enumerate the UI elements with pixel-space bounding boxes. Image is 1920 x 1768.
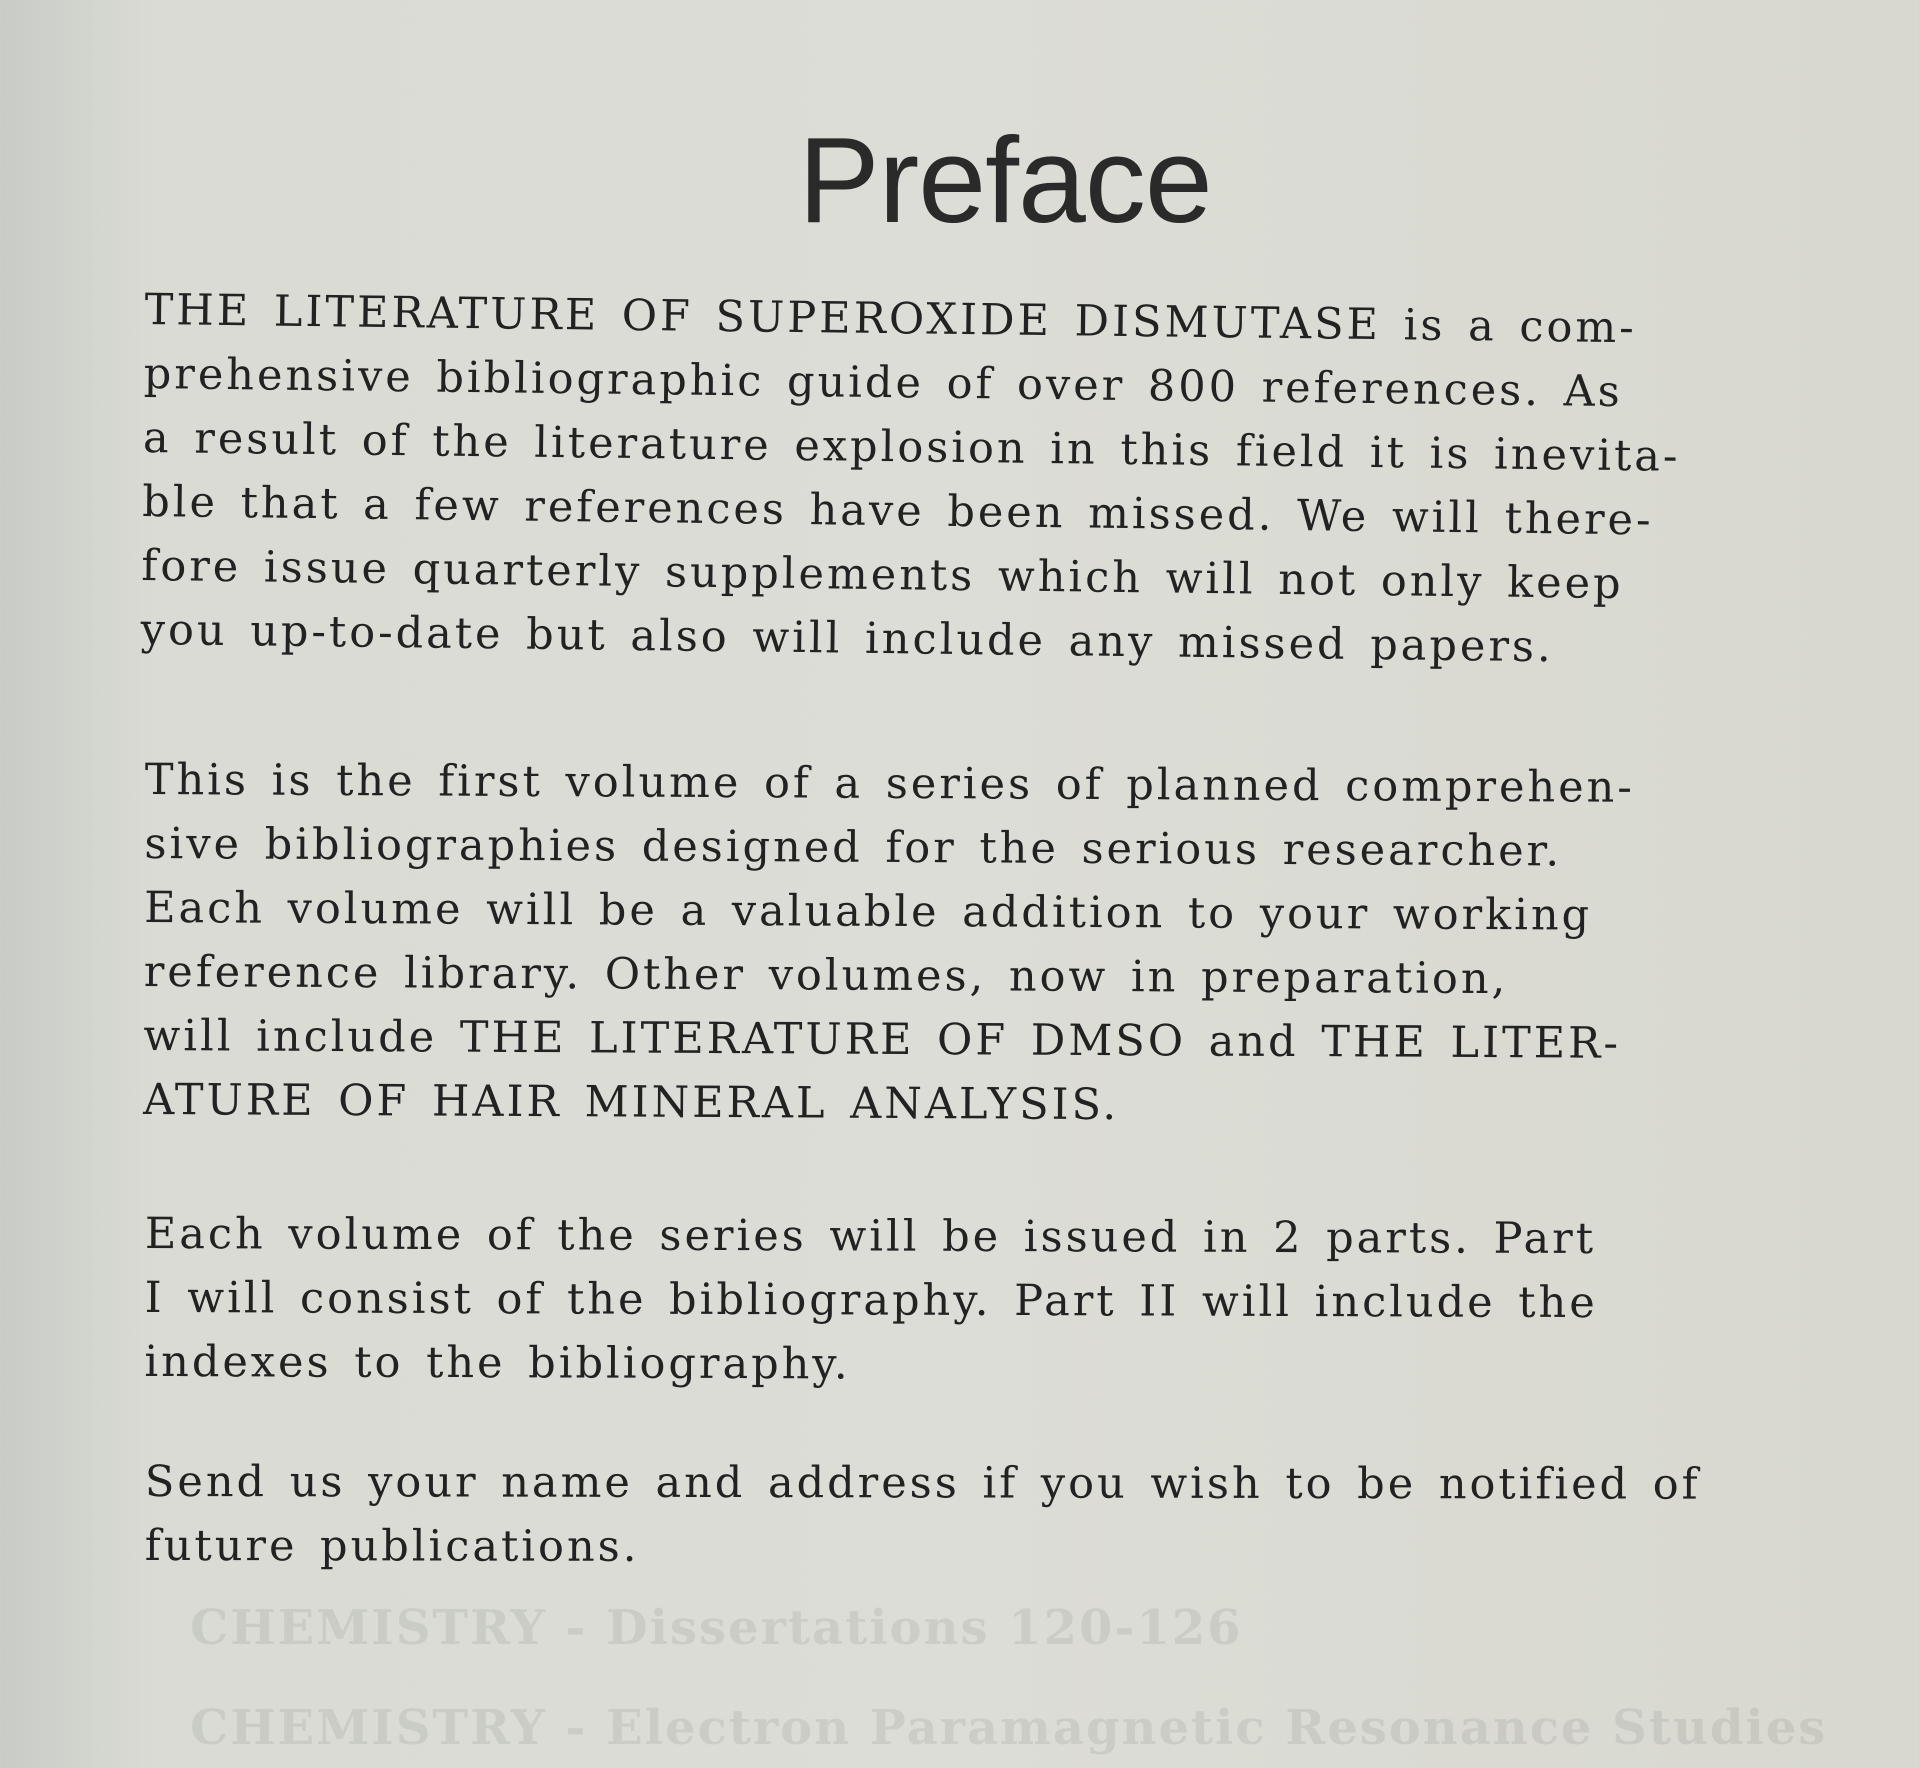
paragraph-notify xyxy=(145,1450,1835,1581)
paragraph-intro xyxy=(140,278,1835,683)
text-line: Each volume will be a valuable addition to your working xyxy=(144,882,1593,941)
text-line: THE LITERATURE OF SUPEROXIDE DISMUTASE is a com- xyxy=(144,284,1638,354)
text-line: a result of the literature explosion in this field it is inevita- xyxy=(142,412,1681,482)
text-line: sive bibliographies designed for the serious researcher. xyxy=(144,818,1563,877)
text-line: will include THE LITERATURE OF DMSO and THE LITER- xyxy=(143,1010,1622,1069)
text-line: you up-to-date but also will include any missed papers. xyxy=(140,604,1555,673)
paragraph-series xyxy=(143,748,1835,1141)
text-line: Send us your name and address if you wish to be notified of xyxy=(144,1457,1701,1510)
text-line: reference library. Other volumes, now in preparation, xyxy=(143,946,1509,1005)
text-line: ATURE OF HAIR MINERAL ANALYSIS. xyxy=(143,1074,1120,1131)
paragraph-parts xyxy=(144,1202,1835,1400)
text-line: This is the first volume of a series of planned comprehen- xyxy=(144,754,1635,813)
text-line: ble that a few references have been missed. We will there- xyxy=(141,476,1654,546)
text-line: I will consist of the bibliography. Part II will include the xyxy=(144,1272,1598,1329)
page-title: Preface xyxy=(798,112,1212,248)
show-through-text-1: CHEMISTRY - Dissertations 120-126 xyxy=(190,1600,1243,1656)
text-line: fore issue quarterly supplements which will not only keep xyxy=(141,540,1624,610)
show-through-text-2: CHEMISTRY - Electron Paramagnetic Resonance Studies xyxy=(190,1700,1828,1756)
text-line: Each volume of the series will be issued in 2 parts. Part xyxy=(144,1209,1597,1265)
text-line: indexes to the bibliography. xyxy=(144,1336,851,1390)
text-line: future publications. xyxy=(144,1520,640,1572)
text-line: prehensive bibliographic guide of over 800 references. As xyxy=(143,348,1624,418)
